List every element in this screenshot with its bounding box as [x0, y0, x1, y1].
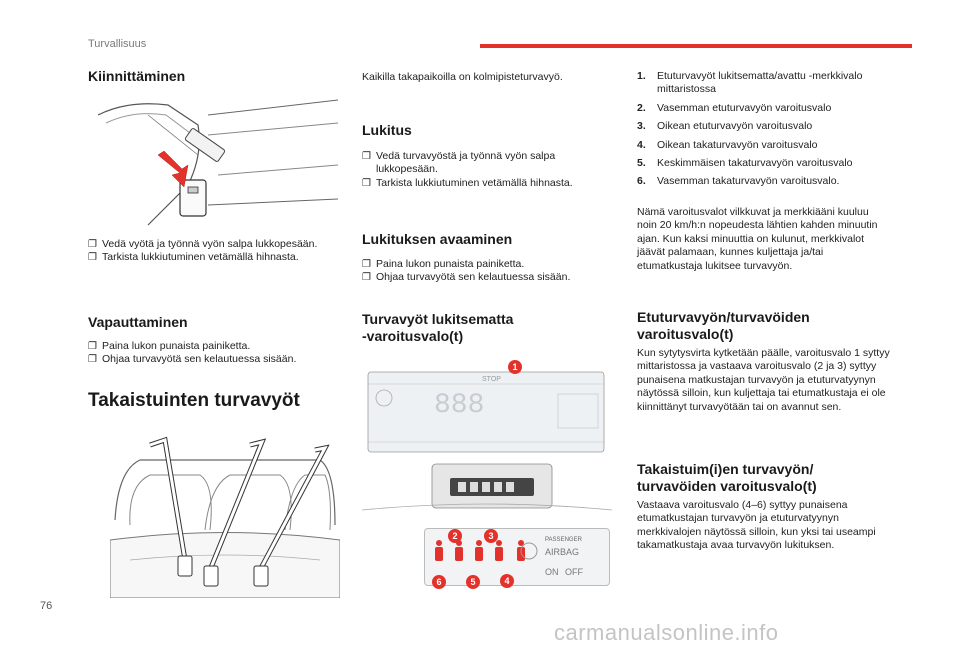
bullet-item: ❐ Paina lukon punaista painiketta. [88, 340, 251, 352]
bullet-item: ❐ Tarkista lukkiutuminen vetämällä hihnasta. [88, 251, 299, 264]
watermark[interactable]: carmanualsonline.info [554, 620, 779, 645]
bullet-item: ❐ Paina lukon punaista painiketta. [362, 258, 525, 270]
bullet-marker: ❐ [362, 151, 371, 162]
rear-seatbelts-title: Takaistuinten turvavyöt [88, 390, 300, 411]
front-warning-title [637, 309, 810, 343]
warning-light-list [637, 70, 899, 189]
bullet-item: ❐ Ohjaa turvavyötä sen kelautuessa sisään. [88, 353, 297, 366]
bullet-item: ❐ Vedä vyötä ja työnnä vyön salpa lukkopesään. [88, 238, 318, 250]
rear-title-line1: Takaistuim(i)en turvavyön/ [637, 461, 814, 477]
buckle-illustration [88, 95, 340, 235]
callout-4: 4 [500, 574, 514, 588]
callout-3: 3 [484, 529, 498, 543]
rear-title-line2: turvavöiden varoitusvalo(t) [637, 478, 817, 494]
warning-title [362, 311, 513, 345]
rear-intro-text: Kaikilla takapaikoilla on kolmipisteturvavyö. [362, 71, 563, 83]
rear-seat-drawing [110, 430, 340, 598]
blink-paragraph: Nämä varoitusvalot vilkkuvat ja merkkiääni kuuluu noin 20 km/h:n nopeudesta lähtien kahden minuutin ajan. Kun kaksi minuuttia on kulunut, merkkivalot jäävät palamaan, kunnes kuljettaja ja/tai etumatkustaja lukitsee turvavyön. [637, 206, 878, 272]
front-title-line2: varoitusvalo(t) [637, 326, 734, 342]
list-item: 1. Etuturvavyöt lukitsematta/avattu -merkkivalo mittaristossa [637, 70, 863, 96]
unlocking-bullets [362, 258, 614, 285]
bullet-marker: ❐ [362, 259, 371, 270]
rear-warning-paragraph: Vastaava varoitusvalo (4–6) syttyy punaisena etumatkustajan turvavyön ja etuturvatyynyn merkkivalojen näytössä silloin, kun yksi tai useampi takamatkustaja avaa turvavyön lukituksen. [637, 499, 876, 552]
svg-text:888: 888 [434, 390, 485, 421]
fastening-bullets [88, 238, 340, 265]
bullet-item: ❐ Ohjaa turvavyötä sen kelautuessa sisään. [362, 271, 571, 284]
list-item: 4. Oikean takaturvavyön varoitusvalo [637, 138, 818, 151]
callout-2: 2 [448, 529, 462, 543]
header-accent-bar [480, 44, 912, 48]
instrument-cluster-illustration [362, 360, 612, 520]
warning-title-line2: -varoitusvalo(t) [362, 328, 464, 344]
warning-title-line1: Turvavyöt lukitsematta [362, 311, 514, 327]
release-bullets [88, 340, 340, 367]
buckle-drawing [88, 95, 340, 235]
front-warning-paragraph: Kun sytytysvirta kytketään päälle, varoitusvalo 1 syttyy mittaristossa ja vastaava varoitusvalo (2 ja 3) syttyy punaisena matkustajan turvavyön ja etuturvatyynyn näytössä silloin, kun kuljettaja tai etumatkustaja ei ole kiinnittänyt turvavyötään tai on avannut sen. [637, 347, 890, 413]
bullet-marker: ❐ [88, 252, 97, 264]
bullet-marker: ❐ [362, 177, 371, 189]
bullet-marker: ❐ [88, 341, 97, 352]
list-item: 3. Oikean etuturvavyön varoitusvalo [637, 120, 813, 133]
release-title: Vapauttaminen [88, 314, 188, 330]
section-header: Turvallisuus [88, 38, 147, 50]
cluster-stop-text: STOP [482, 376, 501, 383]
passenger-label: PASSENGER [545, 537, 582, 543]
callout-1: 1 [508, 360, 522, 374]
page-number: 76 [40, 600, 53, 612]
list-item: 5. Keskimmäisen takaturvavyön varoitusvalo [637, 157, 853, 170]
list-item: 6. Vasemman takaturvavyön varoitusvalo. [637, 175, 840, 188]
list-item: 2. Vasemman etuturvavyön varoitusvalo [637, 101, 832, 114]
fastening-title: Kiinnittäminen [88, 68, 186, 84]
bullet-marker: ❐ [88, 354, 97, 366]
rear-seat-illustration [110, 430, 340, 598]
front-title-line1: Etuturvavyön/turvavöiden [637, 309, 810, 325]
bullet-marker: ❐ [362, 272, 371, 284]
unlocking-title: Lukituksen avaaminen [362, 231, 513, 247]
bullet-marker: ❐ [88, 239, 97, 250]
locking-bullets [362, 150, 614, 190]
bullet-item: ❐ Vedä turvavyöstä ja työnnä vyön salpa lukkopesään. [362, 150, 556, 176]
locking-title: Lukitus [362, 122, 412, 138]
rear-warning-title [637, 461, 817, 495]
callout-6: 6 [432, 575, 446, 589]
airbag-label: AIRBAG [545, 547, 580, 557]
cluster-drawing [362, 360, 612, 520]
callout-5: 5 [466, 575, 480, 589]
off-label: OFF [565, 567, 583, 577]
bullet-item: ❐ Tarkista lukkiutuminen vetämällä hihnasta. [362, 176, 573, 189]
on-label: ON [545, 567, 559, 577]
